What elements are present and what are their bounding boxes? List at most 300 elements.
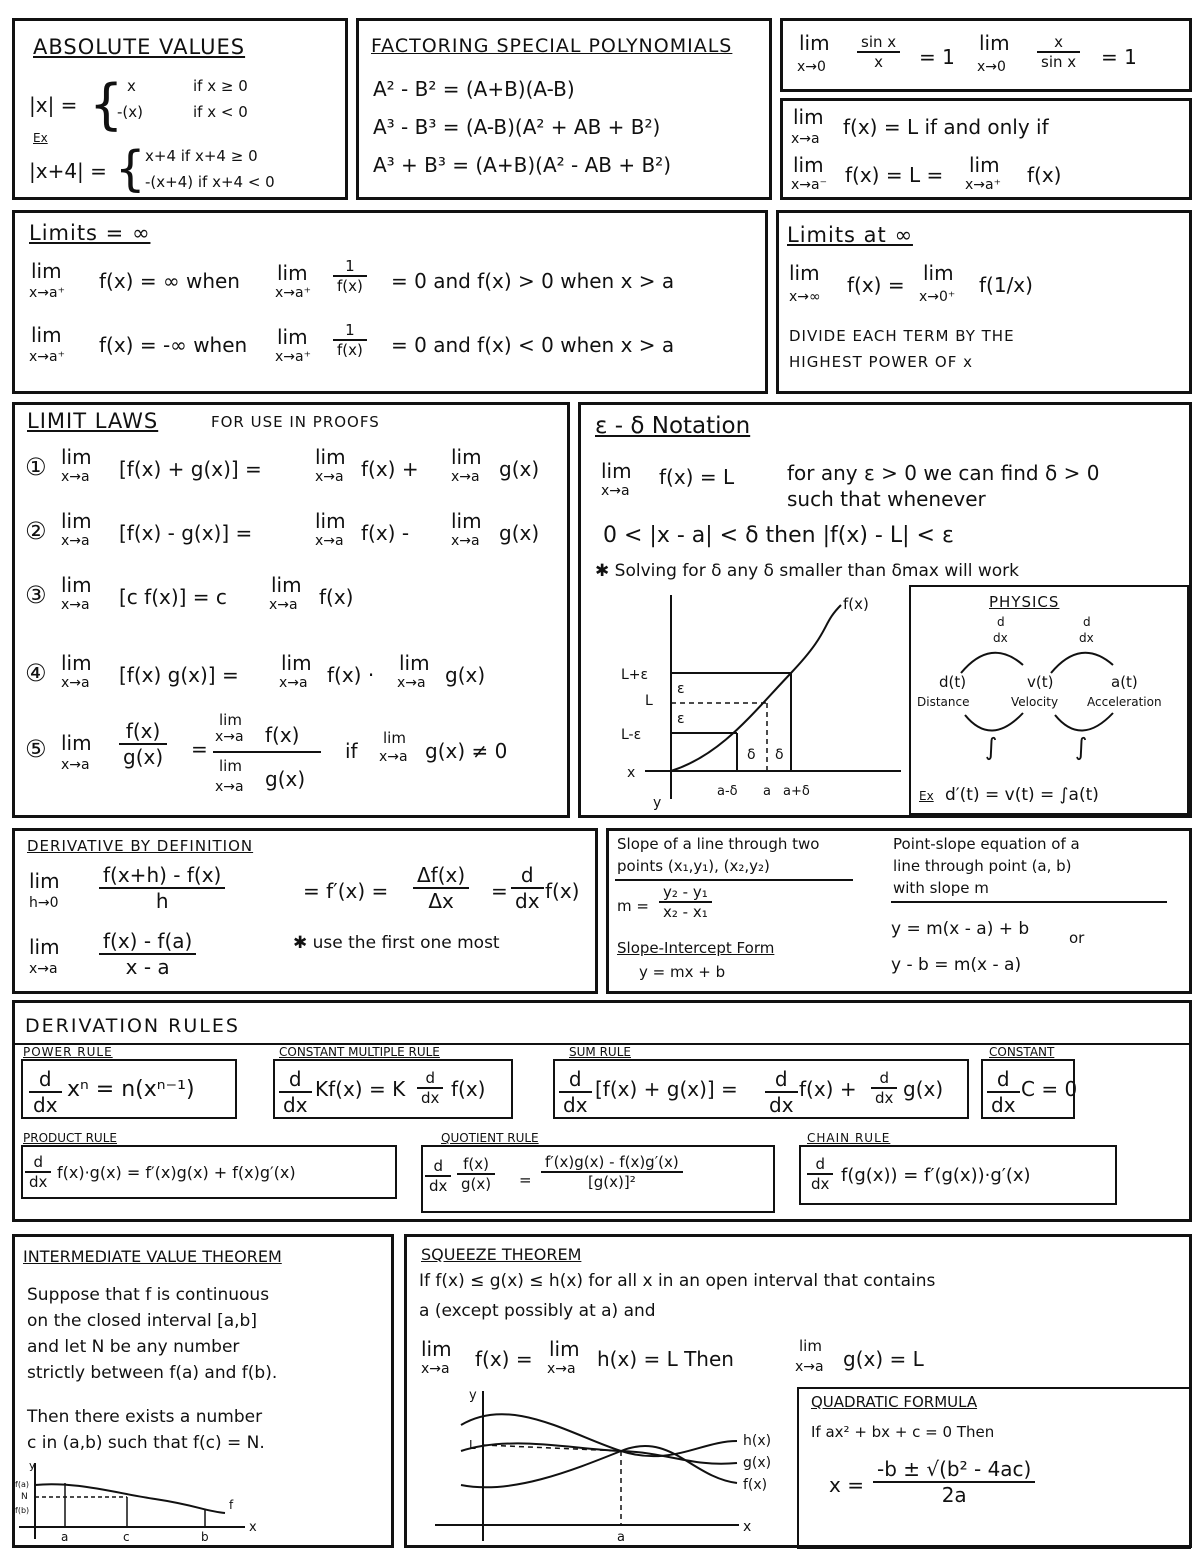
- sin-sub2: x→0: [977, 59, 1006, 75]
- law3-num: ③: [25, 581, 47, 609]
- abs-brace: {: [89, 73, 124, 136]
- one-sided-limit-box: [780, 98, 1192, 200]
- laws-subtitle: FOR USE IN PROOFS: [211, 413, 380, 431]
- sum-title: SUM RULE: [569, 1045, 631, 1059]
- law5-num: ⑤: [25, 735, 47, 763]
- law3-a: [c f(x)] = c: [119, 585, 227, 609]
- law3-sub2: x→a: [269, 597, 298, 613]
- deriv-d: d: [511, 863, 544, 889]
- product-box: [21, 1145, 397, 1199]
- const-mult-box: [273, 1059, 513, 1119]
- physics-int2: ∫: [1075, 733, 1088, 761]
- sum-ddx2: [765, 1067, 798, 1117]
- os-text2: f(x) = L =: [845, 163, 944, 187]
- slope-si-title: Slope-Intercept Form: [617, 939, 775, 957]
- law4-lim3: lim: [399, 651, 430, 675]
- chain-formula: f(g(x)) = f′(g(x))·g′(x): [841, 1165, 1031, 1186]
- law2-sub3: x→a: [451, 533, 480, 549]
- ivt-l2: on the closed interval [a,b]: [27, 1311, 257, 1331]
- law5-lim: lim: [61, 731, 92, 755]
- sin-limit-box: [780, 18, 1192, 92]
- eps-l3: such that whenever: [787, 487, 986, 511]
- slope-frac: [659, 883, 712, 921]
- constant-dx: dx: [991, 1093, 1016, 1117]
- physics-distance: Distance: [917, 695, 970, 709]
- sum-dx: dx: [563, 1093, 588, 1117]
- liminf-sub1: x→a⁺: [29, 285, 65, 301]
- deriv-sub1: h→0: [29, 895, 59, 911]
- quad-num: -b ± √(b² - 4ac): [873, 1457, 1035, 1483]
- sin-den2: sin x: [1041, 53, 1077, 71]
- sin-num1: sin x: [857, 33, 900, 53]
- quad-l1: If ax² + bx + c = 0 Then: [811, 1423, 995, 1441]
- limatinf-mid: f(x) =: [847, 273, 905, 297]
- os-lim3: lim: [969, 153, 1000, 177]
- squeeze-l3a: f(x) =: [475, 1347, 533, 1371]
- deriv-num1: f(x+h) - f(x): [99, 863, 225, 889]
- liminf-r1a: f(x) = ∞ when: [99, 269, 240, 293]
- law4-lim: lim: [61, 651, 92, 675]
- ivt-title: INTERMEDIATE VALUE THEOREM: [23, 1247, 282, 1266]
- ivt-curve: [35, 1484, 225, 1513]
- limits-infinity-box: [12, 210, 768, 394]
- law2-lim3: lim: [451, 509, 482, 533]
- limatinf-lim1: lim: [789, 261, 820, 285]
- eps-eps-label1: ε: [677, 681, 685, 697]
- sum-d: d: [559, 1067, 592, 1093]
- sin-den1: x: [874, 53, 884, 71]
- law5-den1: g(x): [123, 745, 164, 769]
- physics-d2: d: [1083, 615, 1091, 629]
- abs-title: ABSOLUTE VALUES: [33, 35, 246, 59]
- sum-d2: d: [765, 1067, 798, 1093]
- deriv-den3: x - a: [125, 955, 170, 979]
- power-d: d: [29, 1067, 62, 1093]
- deriv-title: DERIVATIVE BY DEFINITION: [27, 837, 254, 855]
- law5-bar: [213, 751, 321, 753]
- laws-title: LIMIT LAWS: [27, 409, 159, 433]
- sin-eq1: = 1: [919, 45, 955, 69]
- os-sub-minus: x→a⁻: [791, 177, 827, 193]
- law5-den2: g(x): [265, 767, 306, 791]
- product-dx: dx: [29, 1173, 48, 1191]
- slope-ps-eq1: y = m(x - a) + b: [891, 919, 1030, 939]
- factor-row1: A² - B² = (A+B)(A-B): [373, 77, 575, 101]
- law4-sub2: x→a: [279, 675, 308, 691]
- eps-l5: ✱ Solving for δ any δ smaller than δmax will work: [595, 561, 1019, 581]
- law1-b: f(x) +: [361, 457, 419, 481]
- eps-lpe-label: L+ε: [621, 667, 649, 683]
- quotient-ddx: [425, 1157, 451, 1195]
- eps-a-label: a: [763, 784, 771, 799]
- derivation-rules-box: [12, 1000, 1192, 1222]
- physics-arrow-top1: [961, 653, 1023, 673]
- law1-num: ①: [25, 453, 47, 481]
- law4-sub3: x→a: [397, 675, 426, 691]
- squeeze-a-label: a: [617, 1530, 625, 1545]
- sum-c: g(x): [903, 1077, 944, 1101]
- squeeze-sub3: x→a: [795, 1359, 824, 1375]
- physics-dx1: dx: [993, 631, 1008, 645]
- slope-m: m =: [617, 897, 649, 915]
- squeeze-lim1: lim: [421, 1337, 452, 1361]
- slope-l2: points (x₁,y₁), (x₂,y₂): [617, 857, 770, 875]
- physics-at: a(t): [1111, 673, 1138, 691]
- physics-dx2: dx: [1079, 631, 1094, 645]
- squeeze-y-label: y: [469, 1388, 477, 1403]
- law5-eq: =: [191, 737, 208, 761]
- deriv-fx: f(x): [545, 879, 580, 903]
- liminf-sub2: x→a⁺: [29, 349, 65, 365]
- slope-si: y = mx + b: [639, 963, 726, 981]
- law2-a: [f(x) - g(x)] =: [119, 521, 253, 545]
- law5-frac1: [119, 719, 167, 769]
- deriv-lim2: lim: [29, 935, 60, 959]
- eps-fx-label: f(x): [843, 595, 869, 613]
- power-box: [21, 1059, 237, 1119]
- liminf-r2b: = 0 and f(x) < 0 when x > a: [391, 333, 675, 357]
- squeeze-l3b: h(x) = L Then: [597, 1347, 734, 1371]
- squeeze-g-label: g(x): [743, 1455, 772, 1471]
- os-lim1: lim: [793, 105, 824, 129]
- limits-at-infinity-box: [776, 210, 1192, 394]
- squeeze-f-label: f(x): [743, 1477, 768, 1493]
- quotient-dx: dx: [429, 1177, 448, 1195]
- liminf-r2a: f(x) = -∞ when: [99, 333, 248, 357]
- physics-title: PHYSICS: [989, 593, 1060, 611]
- abs-cond1: if x ≥ 0: [193, 77, 248, 95]
- product-title: PRODUCT RULE: [23, 1131, 117, 1145]
- law2-c: g(x): [499, 521, 540, 545]
- os-lim2: lim: [793, 153, 824, 177]
- const-mult-b: f(x): [451, 1077, 486, 1101]
- squeeze-l1: If f(x) ≤ g(x) ≤ h(x) for all x in an open interval that contains: [419, 1271, 936, 1291]
- quad-title: QUADRATIC FORMULA: [811, 1393, 978, 1411]
- product-d: d: [25, 1153, 51, 1173]
- os-sub-plus: x→a⁺: [965, 177, 1001, 193]
- physics-ex: Ex: [919, 789, 934, 803]
- liminf-frac2: [333, 321, 367, 359]
- factor-row3: A³ + B³ = (A+B)(A² - AB + B²): [373, 153, 671, 177]
- ivt-n-label: N: [21, 1492, 28, 1502]
- sum-d3: d: [871, 1069, 897, 1089]
- slope-ps3: with slope m: [893, 879, 989, 897]
- law4-c: g(x): [445, 663, 486, 687]
- law4-lim2: lim: [281, 651, 312, 675]
- liminf-one2: 1: [333, 321, 367, 341]
- squeeze-title: SQUEEZE THEOREM: [421, 1245, 582, 1264]
- product-formula: f(x)·g(x) = f′(x)g(x) + f(x)g′(x): [57, 1163, 296, 1182]
- law5-cond: g(x) ≠ 0: [425, 739, 508, 763]
- law1-sub3: x→a: [451, 469, 480, 485]
- limatinf-sub2: x→0⁺: [919, 289, 956, 305]
- os-text3: f(x): [1027, 163, 1062, 187]
- physics-vt: v(t): [1027, 673, 1054, 691]
- factor-title: FACTORING SPECIAL POLYNOMIALS: [371, 35, 733, 57]
- sum-b: f(x) +: [799, 1077, 857, 1101]
- physics-velocity: Velocity: [1011, 695, 1059, 709]
- quotient-rnum: f′(x)g(x) - f(x)g′(x): [541, 1153, 683, 1173]
- constant-ddx: [987, 1067, 1020, 1117]
- law2-sub: x→a: [61, 533, 90, 549]
- const-mult-title: CONSTANT MULTIPLE RULE: [279, 1045, 440, 1059]
- law2-num: ②: [25, 517, 47, 545]
- quotient-rden: [g(x)]²: [587, 1173, 636, 1191]
- eps-sub: x→a: [601, 483, 630, 499]
- physics-arrow-bot1: [965, 713, 1023, 731]
- power-ddx: [29, 1067, 62, 1117]
- eps-l2: for any ε > 0 we can find δ > 0: [787, 461, 1100, 485]
- ivt-l1: Suppose that f is continuous: [27, 1285, 270, 1305]
- squeeze-lim2: lim: [549, 1337, 580, 1361]
- sum-ddx3: [871, 1069, 897, 1107]
- constant-formula: C = 0: [1021, 1077, 1078, 1101]
- law4-num: ④: [25, 659, 47, 687]
- slope-num: y₂ - y₁: [659, 883, 712, 903]
- liminf-title: Limits = ∞: [29, 221, 151, 245]
- abs-lhs2: |x+4| =: [29, 159, 107, 183]
- epsilon-delta-box: [578, 402, 1192, 818]
- squeeze-h-label: h(x): [743, 1433, 772, 1449]
- squeeze-sub1: x→a: [421, 1361, 450, 1377]
- deriv-frac4: [99, 929, 196, 979]
- const-mult-d: d: [279, 1067, 312, 1093]
- ivt-c-label: c: [123, 1530, 130, 1544]
- law1-lim2: lim: [315, 445, 346, 469]
- squeeze-sub2: x→a: [547, 1361, 576, 1377]
- const-mult-d2: d: [417, 1069, 443, 1089]
- deriv-sub2: x→a: [29, 961, 58, 977]
- law3-lim2: lim: [271, 573, 302, 597]
- liminf-one1: 1: [333, 257, 367, 277]
- eps-lim: lim: [601, 459, 632, 483]
- ivt-l5: Then there exists a number: [27, 1407, 263, 1427]
- deriv-eq2: =: [491, 879, 508, 903]
- liminf-lim1b: lim: [277, 261, 308, 285]
- quotient-lfrac: [457, 1155, 495, 1193]
- eps-l-label: L: [645, 693, 653, 709]
- constant-box: [981, 1059, 1078, 1119]
- law5-sub-bot: x→a: [215, 779, 244, 795]
- physics-d1: d: [997, 615, 1005, 629]
- law5-sub4: x→a: [379, 749, 408, 765]
- quotient-d: d: [425, 1157, 451, 1177]
- law5-num1: f(x): [119, 719, 167, 745]
- quotient-den: g(x): [461, 1175, 492, 1193]
- ivt-y-label: y: [29, 1459, 36, 1472]
- derivative-definition-box: [12, 828, 598, 994]
- deriv-den2: Δx: [428, 889, 454, 913]
- eps-delta-label1: δ: [747, 747, 756, 763]
- power-title: POWER RULE: [23, 1045, 113, 1059]
- law3-b: f(x): [319, 585, 354, 609]
- abs-brace2: {: [115, 141, 146, 197]
- sin-lim2: lim: [979, 31, 1010, 55]
- slope-or: or: [1069, 929, 1085, 947]
- power-formula: xⁿ = n(xⁿ⁻¹): [67, 1077, 195, 1102]
- slope-ps-eq2: y - b = m(x - a): [891, 955, 1022, 975]
- slope-underline: [615, 879, 853, 881]
- law1-c: g(x): [499, 457, 540, 481]
- factor-row2: A³ - B³ = (A-B)(A² + AB + B²): [373, 115, 661, 139]
- const-mult-dx: dx: [283, 1093, 308, 1117]
- law1-a: [f(x) + g(x)] =: [119, 457, 262, 481]
- deriv-lim1: lim: [29, 869, 60, 893]
- const-mult-ddx2: [417, 1069, 443, 1107]
- limit-laws-box: [12, 402, 570, 818]
- quotient-eq: =: [519, 1171, 532, 1189]
- factoring-box: [356, 18, 772, 200]
- liminf-lim2: lim: [31, 323, 62, 347]
- sin-num2: x: [1037, 33, 1080, 53]
- chain-ddx: [807, 1155, 833, 1193]
- eps-apd-label: a+δ: [783, 784, 810, 799]
- limatinf-note1: DIVIDE EACH TERM BY THE: [789, 327, 1015, 345]
- liminf-sub1b: x→a⁺: [275, 285, 311, 301]
- law5-lim-bot: lim: [219, 757, 242, 775]
- eps-delta-graph: [601, 585, 913, 813]
- law2-sub2: x→a: [315, 533, 344, 549]
- squeeze-x-label: x: [743, 1519, 752, 1535]
- law5-num2: f(x): [265, 723, 300, 747]
- os-text1: f(x) = L if and only if: [843, 115, 1049, 139]
- ivt-fa-label: f(a): [15, 1480, 29, 1489]
- law1-lim: lim: [61, 445, 92, 469]
- deriv-frac3: [511, 863, 544, 913]
- eps-lme-label: L-ε: [621, 727, 642, 743]
- squeeze-box: [404, 1234, 1192, 1548]
- chain-dx: dx: [811, 1175, 830, 1193]
- ivt-a-label: a: [61, 1530, 69, 1544]
- limatinf-lim2: lim: [923, 261, 954, 285]
- law1-sub: x→a: [61, 469, 90, 485]
- chain-d: d: [807, 1155, 833, 1175]
- physics-arrow-top2: [1051, 653, 1113, 673]
- deriv-frac2: [413, 863, 469, 913]
- slope-box: [606, 828, 1192, 994]
- physics-formula: d′(t) = v(t) = ∫a(t): [945, 785, 1099, 805]
- physics-int1: ∫: [985, 733, 998, 761]
- limatinf-title: Limits at ∞: [787, 223, 913, 247]
- power-dx: dx: [33, 1093, 58, 1117]
- squeeze-l3c: g(x) = L: [843, 1347, 924, 1371]
- quad-frac: [873, 1457, 1035, 1507]
- eps-delta-label2: δ: [775, 747, 784, 763]
- quadratic-box: [797, 1387, 1191, 1549]
- liminf-fx2: f(x): [337, 341, 363, 359]
- liminf-frac1: [333, 257, 367, 295]
- deriv-den1: h: [155, 889, 169, 913]
- rules-title: DERIVATION RULES: [25, 1015, 240, 1037]
- deriv-frac1: [99, 863, 225, 913]
- chain-title: CHAIN RULE: [807, 1131, 891, 1145]
- slope-ps2: line through point (a, b): [893, 857, 1072, 875]
- quotient-box: [421, 1145, 775, 1213]
- const-mult-a: Kf(x) = K: [315, 1077, 406, 1101]
- sum-ddx: [559, 1067, 592, 1117]
- physics-dt: d(t): [939, 673, 967, 691]
- abs-ex-label: Ex: [33, 131, 48, 145]
- sin-frac1: [857, 33, 900, 71]
- constant-d: d: [987, 1067, 1020, 1093]
- ivt-x-label: x: [249, 1520, 257, 1535]
- quotient-num: f(x): [457, 1155, 495, 1175]
- deriv-dx: dx: [515, 889, 540, 913]
- liminf-lim1: lim: [31, 259, 62, 283]
- deriv-note: ✱ use the first one most: [293, 933, 500, 953]
- liminf-sub2b: x→a⁺: [275, 349, 311, 365]
- deriv-num2: Δf(x): [413, 863, 469, 889]
- law5-if: if: [345, 739, 358, 763]
- squeeze-f-curve: [461, 1446, 737, 1487]
- abs-case1: x: [127, 77, 136, 95]
- limatinf-note2: HIGHEST POWER OF x: [789, 353, 973, 371]
- law5-lim-top: lim: [219, 711, 242, 729]
- quad-x: x =: [829, 1473, 864, 1497]
- ivt-l3: and let N be any number: [27, 1337, 240, 1357]
- slope-l1: Slope of a line through two: [617, 835, 820, 853]
- law4-b: f(x) ·: [327, 663, 375, 687]
- squeeze-graph: [421, 1385, 797, 1545]
- eps-amd-label: a-δ: [717, 784, 738, 799]
- quotient-title: QUOTIENT RULE: [441, 1131, 539, 1145]
- ivt-box: [12, 1234, 394, 1548]
- constant-title: CONSTANT: [989, 1045, 1055, 1059]
- eps-curve: [671, 605, 841, 771]
- sin-sub1: x→0: [797, 59, 826, 75]
- eps-l1: f(x) = L: [659, 465, 735, 489]
- quad-den: 2a: [941, 1483, 967, 1507]
- abs-case3: x+4 if x+4 ≥ 0: [145, 147, 258, 165]
- sum-box: [553, 1059, 969, 1119]
- liminf-lim2b: lim: [277, 325, 308, 349]
- eps-eps-label2: ε: [677, 711, 685, 727]
- squeeze-lim3: lim: [799, 1337, 822, 1355]
- product-ddx: [25, 1153, 51, 1191]
- law2-lim: lim: [61, 509, 92, 533]
- sin-lim1: lim: [799, 31, 830, 55]
- limatinf-f1x: f(1/x): [979, 273, 1033, 297]
- deriv-num3: f(x) - f(a): [99, 929, 196, 955]
- law5-lim4: lim: [383, 729, 406, 747]
- absolute-values-box: [12, 18, 348, 200]
- chain-box: [799, 1145, 1117, 1205]
- abs-case4: -(x+4) if x+4 < 0: [145, 173, 275, 191]
- law2-b: f(x) -: [361, 521, 410, 545]
- eps-l4: 0 < |x - a| < δ then |f(x) - L| < ε: [603, 523, 954, 548]
- ivt-l4: strictly between f(a) and f(b).: [27, 1363, 278, 1383]
- ivt-b-label: b: [201, 1530, 209, 1544]
- law4-a: [f(x) g(x)] =: [119, 663, 239, 687]
- slope-den: x₂ - x₁: [663, 903, 708, 921]
- eps-x-label: x: [627, 765, 636, 781]
- sum-dx2: dx: [769, 1093, 794, 1117]
- law1-lim3: lim: [451, 445, 482, 469]
- slope-ps1: Point-slope equation of a: [893, 835, 1080, 853]
- physics-arrow-bot2: [1055, 713, 1113, 731]
- abs-case2: -(x): [117, 103, 143, 121]
- sin-eq2: = 1: [1101, 45, 1137, 69]
- law1-sub2: x→a: [315, 469, 344, 485]
- sin-frac2: [1037, 33, 1080, 71]
- law4-sub: x→a: [61, 675, 90, 691]
- physics-box: [909, 585, 1189, 815]
- law2-lim2: lim: [315, 509, 346, 533]
- eps-title: ε - δ Notation: [595, 413, 751, 439]
- law5-sub-top: x→a: [215, 729, 244, 745]
- abs-lhs: |x| =: [29, 93, 78, 117]
- sum-dx3: dx: [875, 1089, 894, 1107]
